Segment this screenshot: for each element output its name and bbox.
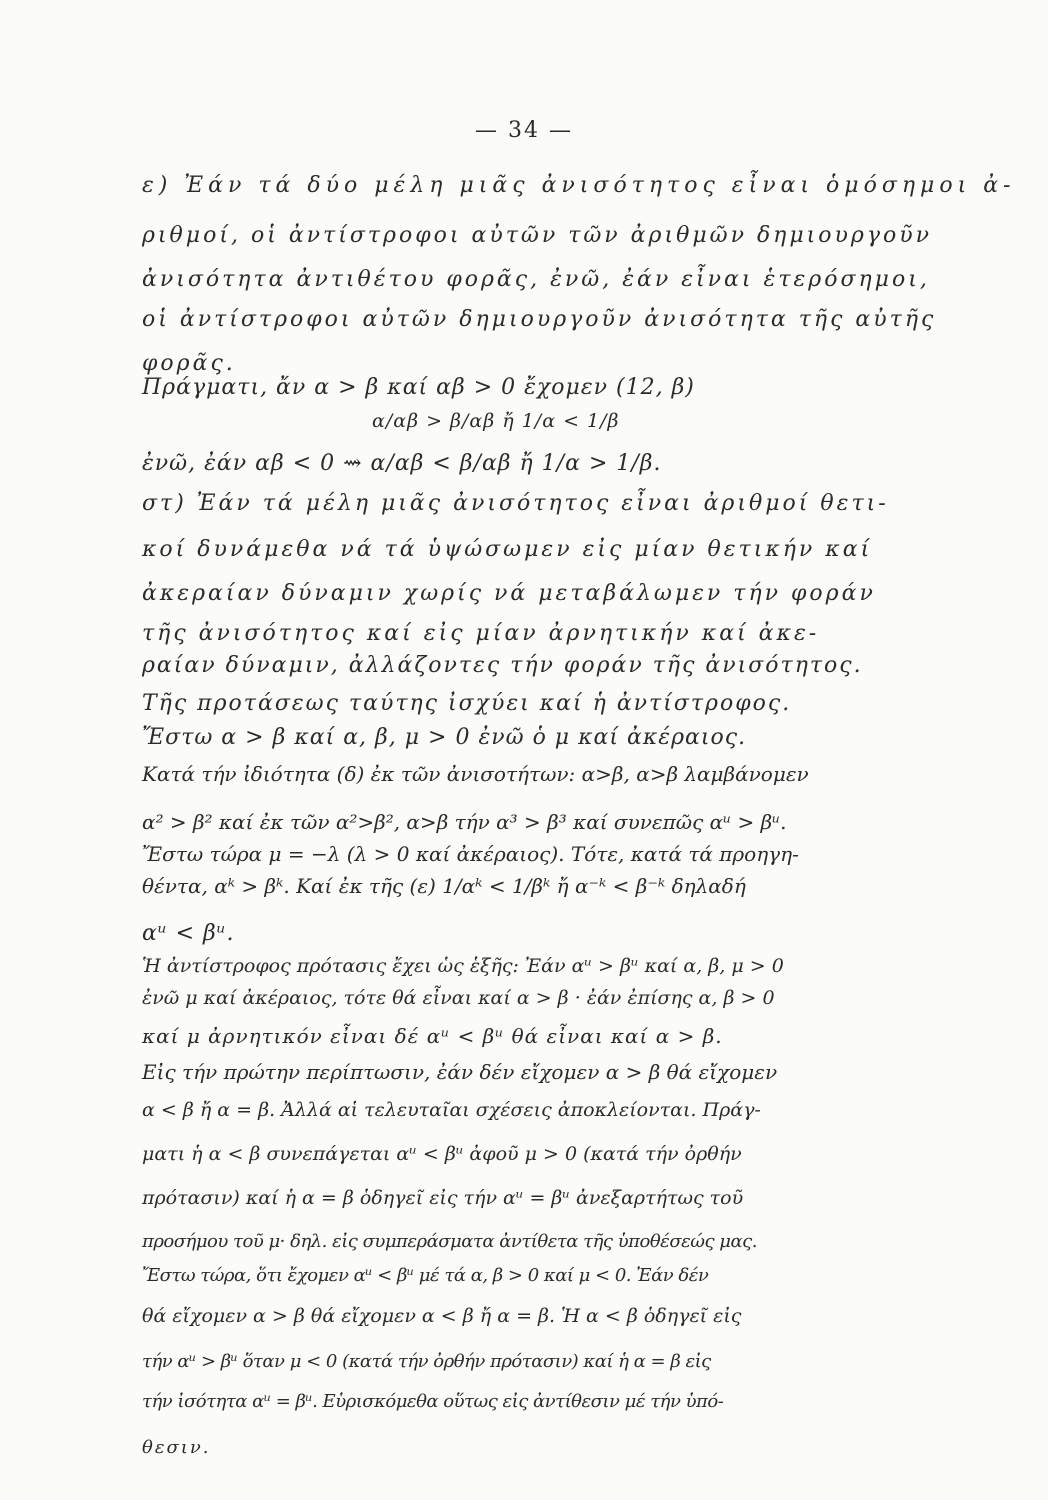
text-line-21: Ἡ ἀντίστροφος πρότασις ἔχει ὡς ἑξῆς: Ἐάν αᵘ > βᵘ καί α, β, μ > 0 (142, 955, 784, 977)
text-line-29: Ἔστω τώρα, ὅτι ἔχομεν αᵘ < βᵘ μέ τά α, β > 0 καί μ < 0. Ἐάν δέν (142, 1265, 709, 1286)
text-line-13: ραίαν δύναμιν, ἀλλάζοντες τήν φοράν τῆς ἀνισότητος. (142, 653, 863, 678)
text-line-12: τῆς ἀνισότητος καί εἰς μίαν ἀρνητικήν καί ἀκε- (142, 621, 820, 646)
text-line-30: θά εἴχομεν α > β θά εἴχομεν α < β ἤ α = β. Ἡ α < β ὁδηγεῖ εἰς (142, 1305, 742, 1327)
text-line-14: Τῆς προτάσεως ταύτης ἰσχύει καί ἡ ἀντίστροφος. (142, 691, 792, 716)
text-line-26: ματι ἡ α < β συνεπάγεται αᵘ < βᵘ ἀφοῦ μ > 0 (κατά τήν ὀρθήν (142, 1143, 742, 1165)
text-line-20: αᵘ < βᵘ. (142, 921, 235, 946)
text-line-28: προσήμου τοῦ μ· δηλ. εἰς συμπεράσματα ἀντίθετα τῆς ὑποθέσεώς μας. (142, 1231, 757, 1252)
text-line-3: ἀνισότητα ἀντιθέτου φορᾶς, ἐνῶ, ἐάν εἶναι ἑτερόσημοι, (142, 267, 930, 292)
text-line-5: φορᾶς. (142, 351, 236, 376)
text-line-2: ριθμοί, οἱ ἀντίστροφοι αὐτῶν τῶν ἀριθμῶν δημιουργοῦν (142, 223, 932, 248)
text-line-25: α < β ἤ α = β. Ἀλλά αἱ τελευταῖαι σχέσεις ἀποκλείονται. Πράγ- (142, 1099, 761, 1121)
text-line-10: κοί δυνάμεθα νά τά ὑψώσωμεν εἰς μίαν θετικήν καί (142, 537, 873, 562)
text-line-17: α² > β² καί ἐκ τῶν α²>β², α>β τήν α³ > β³ καί συνεπῶς αᵘ > βᵘ. (142, 810, 787, 834)
text-line-32: τήν ἰσότητα αᵘ = βᵘ. Εὑρισκόμεθα οὕτως εἰς ἀντίθεσιν μέ τήν ὑπό- (142, 1391, 724, 1412)
text-line-7-fraction: α/αβ > β/αβ ἤ 1/α < 1/β (372, 410, 620, 432)
text-line-4: οἱ ἀντίστροφοι αὐτῶν δημιουργοῦν ἀνισότητα τῆς αὐτῆς (142, 307, 937, 332)
text-line-6: Πράγματι, ἄν α > β καί αβ > 0 ἔχομεν (12, β) (142, 375, 695, 400)
text-line-33: θεσιν. (142, 1437, 211, 1458)
text-line-8: ἐνῶ, ἐάν αβ < 0 ⇝ α/αβ < β/αβ ἤ 1/α > 1/β. (142, 451, 662, 476)
text-line-9: στ) Ἐάν τά μέλη μιᾶς ἀνισότητος εἶναι ἀριθμοί θετι- (142, 491, 889, 516)
text-line-31: τήν αᵘ > βᵘ ὅταν μ < 0 (κατά τήν ὀρθήν πρότασιν) καί ἡ α = β εἰς (142, 1351, 711, 1372)
text-line-23: καί μ ἀρνητικόν εἶναι δέ αᵘ < βᵘ θά εἶναι καί α > β. (142, 1024, 723, 1048)
text-line-15: Ἔστω α > β καί α, β, μ > 0 ἐνῶ ὁ μ καί ἀκέραιος. (142, 725, 747, 750)
page-number: — 34 — (475, 118, 573, 143)
text-line-24: Εἰς τήν πρώτην περίπτωσιν, ἐάν δέν εἴχομεν α > β θά εἴχομεν (142, 1060, 778, 1084)
text-line-22: ἐνῶ μ καί ἀκέραιος, τότε θά εἶναι καί α > β · ἐάν ἐπίσης α, β > 0 (142, 987, 775, 1009)
text-line-1: ε) Ἐάν τά δύο μέλη μιᾶς ἀνισότητος εἶναι ὁμόσημοι ἀ- (142, 173, 1016, 198)
text-line-27: πρότασιν) καί ἡ α = β ὁδηγεῖ εἰς τήν αᵘ = βᵘ ἀνεξαρτήτως τοῦ (142, 1187, 744, 1209)
text-line-16: Κατά τήν ἰδιότητα (δ) ἐκ τῶν ἀνισοτήτων: α>β, α>β λαμβάνομεν (142, 762, 809, 786)
text-line-18: Ἔστω τώρα μ = −λ (λ > 0 καί ἀκέραιος). Τότε, κατά τά προηγη- (142, 842, 799, 866)
text-line-19: θέντα, αᵏ > βᵏ. Καί ἐκ τῆς (ε) 1/αᵏ < 1/βᵏ ἤ α⁻ᵏ < β⁻ᵏ δηλαδή (142, 874, 746, 898)
text-line-11: ἀκεραίαν δύναμιν χωρίς νά μεταβάλωμεν τήν φοράν (142, 581, 876, 606)
